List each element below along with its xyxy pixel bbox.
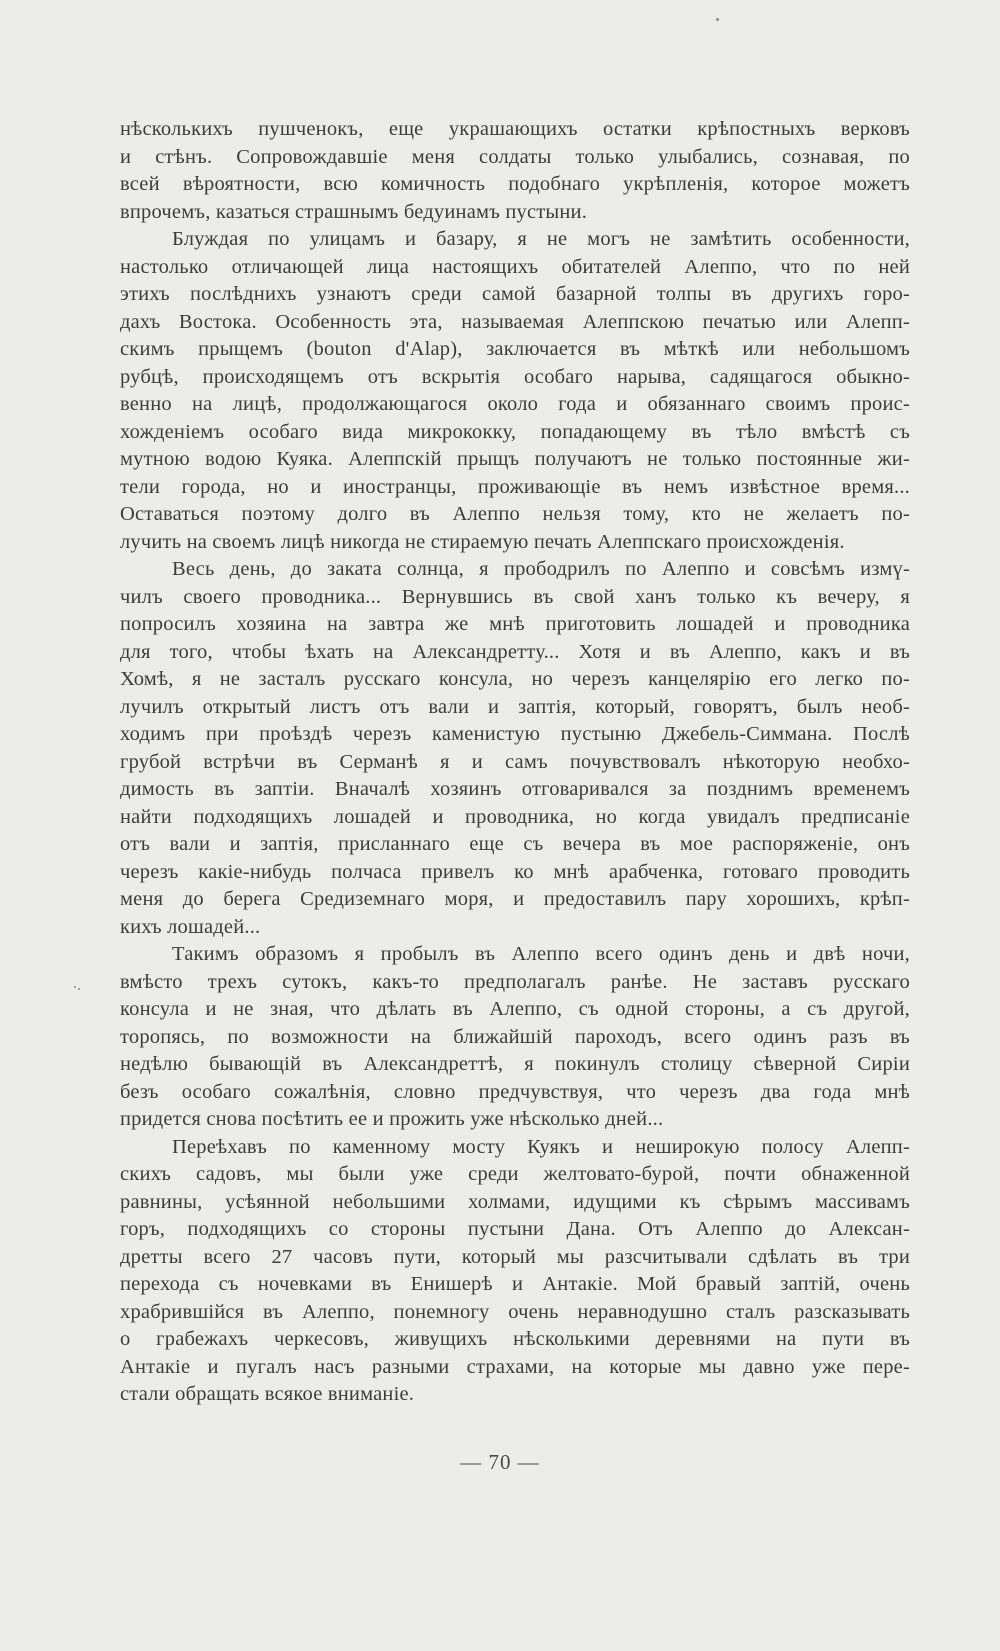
text-line: перехода съ ночевками въ Енишерѣ и Антакіе. Мой бравый заптій, очень xyxy=(120,1273,910,1295)
text-line: лучить на своемъ лицѣ никогда не стираемую печать Алеппскаго происхожденія. xyxy=(120,530,845,553)
text-line: всей вѣроятности, всю комичность подобнаго укрѣпленія, которое можетъ xyxy=(120,173,910,195)
text-line: Хомѣ, я не засталъ русскаго консула, но черезъ канцелярію его легко по- xyxy=(120,668,910,690)
text-line: черезъ какіе-нибудь полчаса привелъ ко мнѣ арабченка, готоваго проводить xyxy=(120,860,910,883)
text-line: лучилъ открытый листъ отъ вали и заптія, который, говорятъ, былъ необ- xyxy=(120,695,910,718)
text-line: попросилъ хозяина на завтра же мнѣ приготовить лошадей и проводника xyxy=(120,613,910,635)
text-line: горъ, подходящихъ со стороны пустыни Дана. Отъ Алеппо до Алексан- xyxy=(120,1218,910,1240)
text-line: для того, чтобы ѣхать на Александретту... Хотя и въ Алеппо, какъ и въ xyxy=(120,640,910,663)
text-line: венно на лицѣ, продолжающагося около года и обязаннаго своимъ проис- xyxy=(120,393,910,415)
text-line: скимъ прыщемъ (bouton d'Alap), заключается въ мѣткѣ или небольшомъ xyxy=(120,338,910,360)
paper-speck xyxy=(716,18,719,21)
text-line: рубцѣ, происходящемъ отъ вскрытія особаго нарыва, садящагося обыкно- xyxy=(120,365,910,388)
text-line: Такимъ образомъ я пробылъ въ Алеппо всего одинъ день и двѣ ночи, xyxy=(172,943,910,965)
text-line: о грабежахъ черкесовъ, живущихъ нѣсколькими деревнями на пути въ xyxy=(120,1328,910,1350)
paragraph xyxy=(120,941,910,1134)
text-line: ходимъ при проѣздѣ черезъ каменистую пустыню Джебель-Симмана. Послѣ xyxy=(120,723,910,745)
text-line: торопясь, по возможности на ближайшій пароходъ, всего одинъ разъ въ xyxy=(120,1025,910,1048)
text-line: Блуждая по улицамъ и базару, я не могъ не замѣтить особенности, xyxy=(172,228,910,250)
paper-speck xyxy=(78,988,80,990)
paper-speck xyxy=(74,986,76,988)
text-line: недѣлю бывающій въ Александреттѣ, я покинулъ столицу сѣверной Сиріи xyxy=(120,1053,910,1075)
text-line: дретты всего 27 часовъ пути, который мы разсчитывали сдѣлать въ три xyxy=(120,1245,910,1268)
page-number: — 70 — xyxy=(460,1450,540,1474)
text-line: чилъ своего проводника... Вернувшись въ свой ханъ только къ вечеру, я xyxy=(120,585,910,608)
text-line: скихъ садовъ, мы были уже среди желтовато-бурой, почти обнаженной xyxy=(120,1163,910,1185)
paragraph xyxy=(120,116,910,226)
paragraph xyxy=(120,226,910,556)
text-line: грубой встрѣчи въ Серманѣ я и самъ почувствовалъ нѣкоторую необхо- xyxy=(120,750,910,773)
text-line: Оставаться поэтому долго въ Алеппо нельзя тому, кто не желаетъ по- xyxy=(120,503,910,525)
text-line: кихъ лошадей... xyxy=(120,915,261,938)
text-line: этихъ послѣднихъ узнаютъ среди самой базарной толпы въ другихъ горо- xyxy=(120,283,910,305)
text-line: равнины, усѣянной небольшими холмами, идущими къ сѣрымъ массивамъ xyxy=(120,1190,910,1213)
text-line: храбрившійся въ Алеппо, понемногу очень неравнодушно сталъ разсказывать xyxy=(120,1300,910,1323)
text-line: и стѣнъ. Сопровождавшіе меня солдаты только улыбались, сознавая, по xyxy=(120,145,910,168)
text-line: меня до берега Средиземнаго моря, и предоставилъ пару хорошихъ, крѣп- xyxy=(120,888,910,910)
text-line: Антакіе и пугалъ насъ разными страхами, на которые мы давно уже пере- xyxy=(120,1355,910,1378)
text-line: впрочемъ, казаться страшнымъ бедуинамъ пустыни. xyxy=(120,200,588,223)
text-line: вмѣсто трехъ сутокъ, какъ-то предполагалъ ранѣе. Не заставъ русскаго xyxy=(120,970,910,993)
text-line: дахъ Востока. Особенность эта, называемая Алеппскою печатью или Алепп- xyxy=(120,310,910,333)
text-line: хожденіемъ особаго вида микрококку, попадающему въ тѣло вмѣстѣ съ xyxy=(120,420,910,443)
paragraph xyxy=(120,1134,910,1409)
text-line: найти подходящихъ лошадей и проводника, но когда увидалъ предписаніе xyxy=(120,805,910,828)
text-line: отъ вали и заптія, присланнаго еще съ вечера въ мое распоряженіе, онъ xyxy=(120,833,910,855)
text-line: димость въ заптіи. Вначалѣ хозяинъ отговаривался за позднимъ временемъ xyxy=(120,778,910,800)
text-line: мутною водою Куяка. Алеппскій прыщъ получаютъ не только постоянные жи- xyxy=(120,448,910,470)
text-line: стали обращать всякое вниманіе. xyxy=(120,1383,415,1405)
text-line: консула и не зная, что дѣлать въ Алеппо, съ одной стороны, а съ другой, xyxy=(120,998,910,1020)
body-text xyxy=(120,116,910,1409)
text-line: придется снова посѣтить ее и прожить уже нѣсколько дней... xyxy=(120,1108,664,1130)
text-line: безъ особаго сожалѣнія, словно предчувствуя, что черезъ два года мнѣ xyxy=(120,1080,910,1103)
paragraph xyxy=(120,556,910,941)
text-line: Переѣхавъ по каменному мосту Куякъ и неширокую полосу Алепп- xyxy=(172,1135,910,1158)
text-line: Весь день, до заката солнца, я прободрилъ по Алеппо и совсѣмъ измү- xyxy=(172,558,910,580)
text-line: тели города, но и иностранцы, проживающіе въ немъ извѣстное время... xyxy=(120,475,910,498)
text-line: настолько отличающей лица настоящихъ обитателей Алеппо, что по ней xyxy=(120,255,910,278)
text-line: нѣсколькихъ пушченокъ, еще украшающихъ остатки крѣпостныхъ верковъ xyxy=(120,118,910,140)
